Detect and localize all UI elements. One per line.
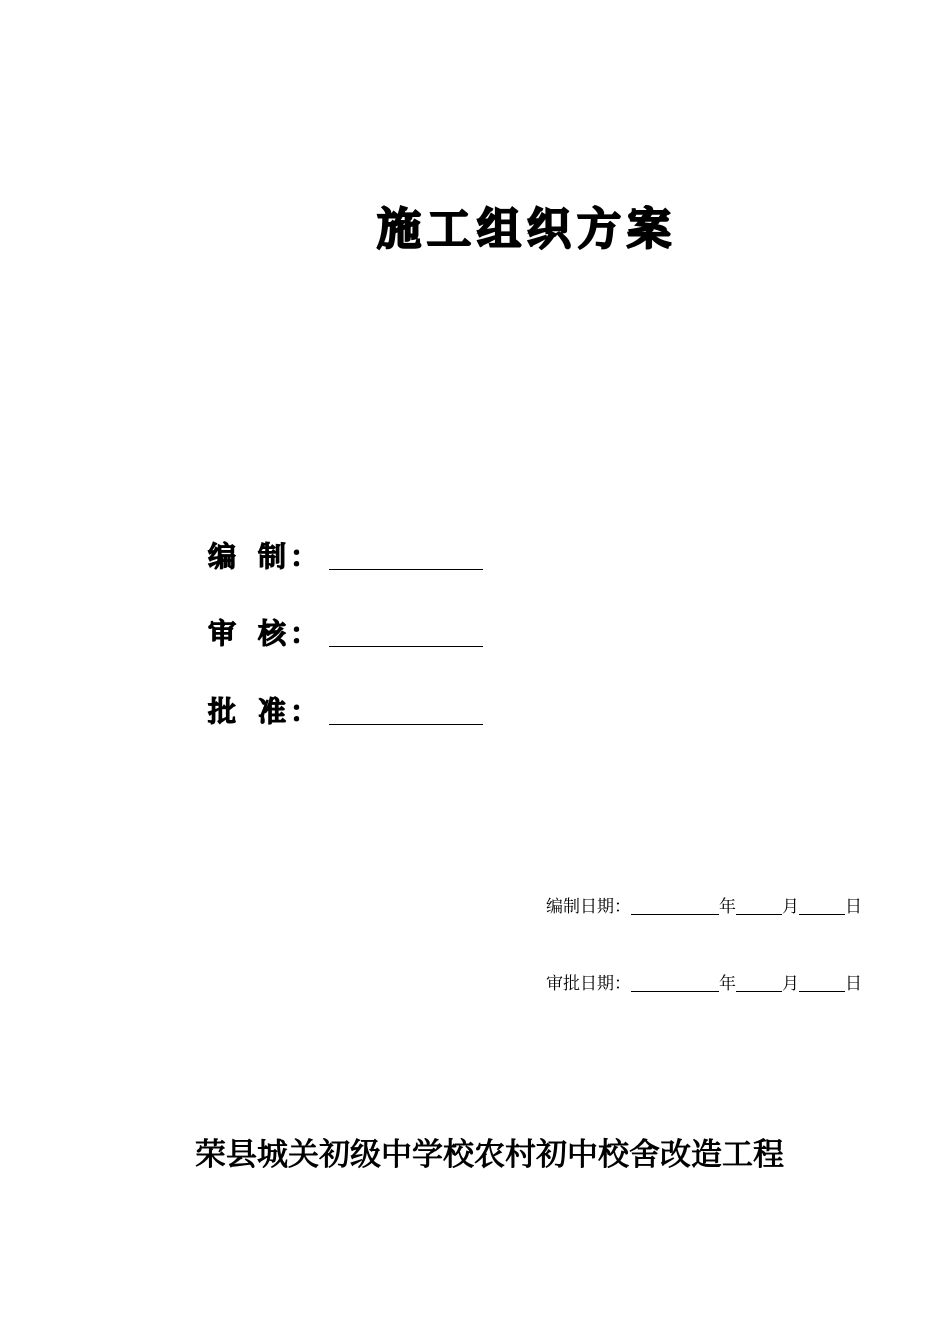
- day-unit: 日: [845, 897, 862, 917]
- year-unit: 年: [719, 897, 736, 917]
- signature-blank-line: [329, 646, 483, 647]
- signature-label-char2: 准: [258, 695, 287, 728]
- signature-blank-line: [329, 724, 483, 725]
- signature-blank-line: [329, 569, 483, 570]
- signature-label-char1: 批: [208, 695, 237, 728]
- project-name: 荣县城关初级中学校农村初中校舍改造工程: [195, 1137, 784, 1173]
- day-blank: [799, 893, 845, 915]
- signature-colon: ：: [290, 695, 319, 728]
- month-blank: [736, 893, 782, 915]
- date-row-compile: [546, 893, 862, 921]
- signature-label-char1: 编: [208, 540, 237, 573]
- date-label: 审批日期：: [546, 974, 631, 994]
- signature-label-char2: 制: [258, 540, 287, 573]
- signature-label-char1: 审: [208, 617, 237, 650]
- signature-label: [208, 537, 319, 577]
- signature-colon: ：: [290, 617, 319, 650]
- signature-label: [208, 614, 319, 654]
- year-blank: [631, 893, 719, 915]
- year-blank: [631, 970, 719, 992]
- signature-colon: ：: [290, 540, 319, 573]
- day-unit: 日: [845, 974, 862, 994]
- signature-label-char2: 核: [258, 617, 287, 650]
- date-label: 编制日期：: [546, 897, 631, 917]
- month-blank: [736, 970, 782, 992]
- month-unit: 月: [782, 974, 799, 994]
- date-row-approve: [546, 970, 862, 998]
- signature-label: [208, 692, 319, 732]
- document-title: 施工组织方案: [377, 204, 677, 255]
- day-blank: [799, 970, 845, 992]
- year-unit: 年: [719, 974, 736, 994]
- month-unit: 月: [782, 897, 799, 917]
